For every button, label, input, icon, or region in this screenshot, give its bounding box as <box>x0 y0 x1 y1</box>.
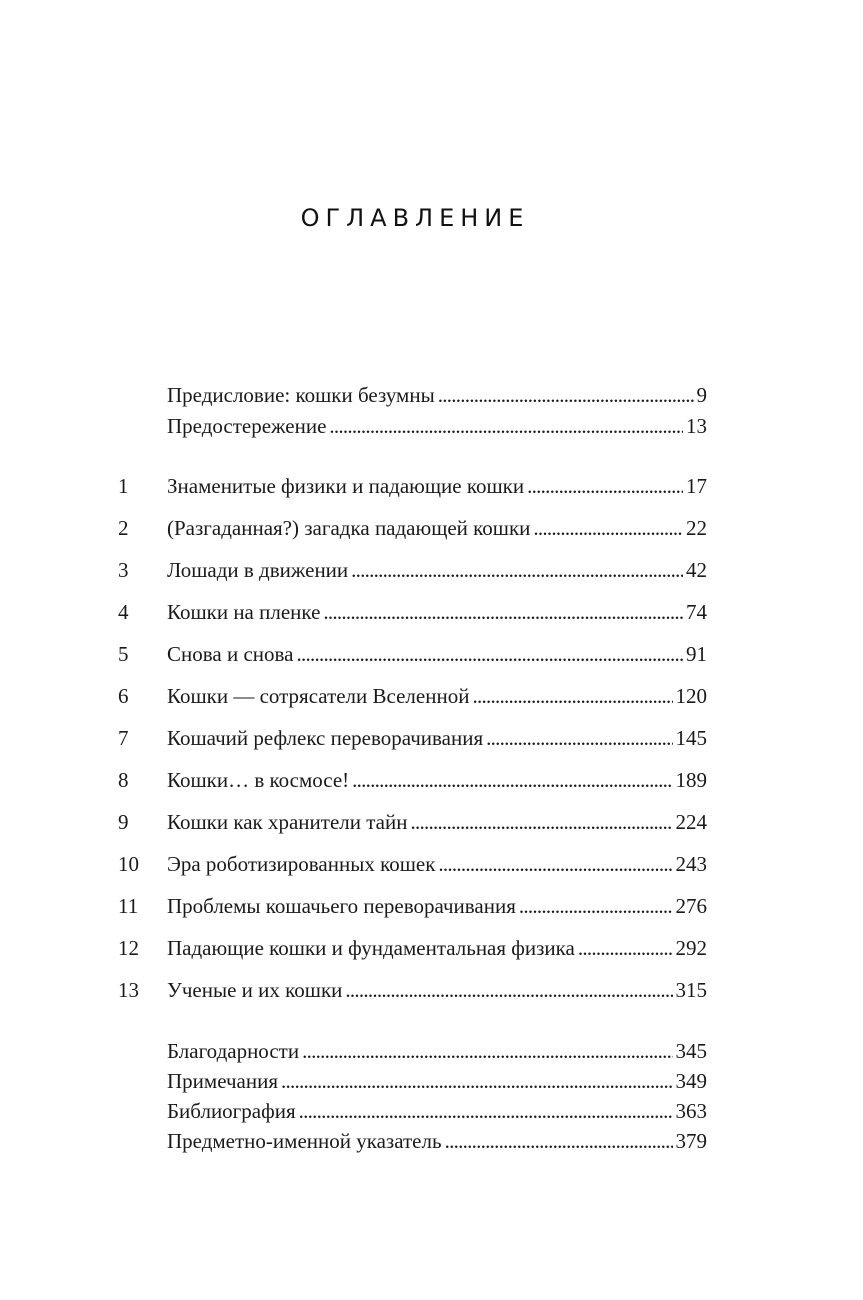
entry-label: Кошки — сотрясатели Вселенной <box>167 684 470 708</box>
chapter-number: 11 <box>118 894 139 918</box>
entry-label: Знаменитые физики и падающие кошки <box>167 474 525 498</box>
entry-page: 349 <box>675 1069 707 1093</box>
toc-chapter-9[interactable] <box>0 807 863 837</box>
toc-chapter-1[interactable] <box>0 471 863 501</box>
entry-label: Библиография <box>167 1099 296 1123</box>
dot-leader <box>345 975 672 1005</box>
dot-leader <box>472 681 672 711</box>
dot-leader <box>519 891 673 921</box>
entry-page: 22 <box>686 516 707 540</box>
toc-entry-back-2[interactable] <box>0 1066 863 1096</box>
entry-label: Проблемы кошачьего переворачивания <box>167 894 516 918</box>
entry-page: 42 <box>686 558 707 582</box>
entry-page: 13 <box>686 414 707 438</box>
entry-page: 345 <box>675 1039 707 1063</box>
chapter-number: 12 <box>118 936 139 960</box>
dot-leader <box>445 1126 673 1156</box>
toc-chapter-3[interactable] <box>0 555 863 585</box>
toc-chapter-13[interactable] <box>0 975 863 1005</box>
entry-label: Падающие кошки и фундаментальная физика <box>167 936 575 960</box>
toc-chapter-10[interactable] <box>0 849 863 879</box>
dot-leader <box>527 471 683 501</box>
entry-page: 74 <box>686 600 707 624</box>
toc-chapter-11[interactable] <box>0 891 863 921</box>
dot-leader <box>578 933 673 963</box>
page-title: ОГЛАВЛЕНИЕ <box>300 204 530 232</box>
chapter-number: 2 <box>118 516 129 540</box>
entry-label: Ученые и их кошки <box>167 978 343 1002</box>
chapter-number: 4 <box>118 600 129 624</box>
entry-label: Предисловие: кошки безумны <box>167 383 435 407</box>
entry-label: Кошачий рефлекс переворачивания <box>167 726 484 750</box>
entry-label: Предостережение <box>167 414 327 438</box>
chapter-number: 3 <box>118 558 129 582</box>
chapter-number: 13 <box>118 978 139 1002</box>
entry-label: Предметно-именной указатель <box>167 1129 442 1153</box>
entry-page: 9 <box>696 383 707 407</box>
entry-label: Кошки как хранители тайн <box>167 810 408 834</box>
entry-page: 276 <box>675 894 707 918</box>
chapter-number: 9 <box>118 810 129 834</box>
entry-label: (Разгаданная?) загадка падающей кошки <box>167 516 531 540</box>
chapter-number: 8 <box>118 768 129 792</box>
entry-label: Благодарности <box>167 1039 300 1063</box>
entry-label: Примечания <box>167 1069 279 1093</box>
chapter-number: 5 <box>118 642 129 666</box>
entry-page: 243 <box>675 852 707 876</box>
toc-chapter-4[interactable] <box>0 597 863 627</box>
toc-chapter-7[interactable] <box>0 723 863 753</box>
entry-label: Лошади в движении <box>167 558 349 582</box>
entry-page: 379 <box>675 1129 707 1153</box>
dot-leader <box>438 380 694 410</box>
toc-chapter-5[interactable] <box>0 639 863 669</box>
dot-leader <box>323 597 683 627</box>
dot-leader <box>438 849 672 879</box>
toc-entry-front-1[interactable] <box>0 380 863 410</box>
dot-leader <box>302 1036 672 1066</box>
entry-page: 145 <box>675 726 707 750</box>
entry-label: Кошки… в космосе! <box>167 768 350 792</box>
toc-entry-front-2[interactable] <box>0 411 863 441</box>
entry-label: Эра роботизированных кошек <box>167 852 436 876</box>
entry-page: 120 <box>675 684 707 708</box>
toc-chapter-2[interactable] <box>0 513 863 543</box>
entry-page: 189 <box>675 768 707 792</box>
dot-leader <box>352 765 672 795</box>
chapter-number: 1 <box>118 474 129 498</box>
entry-label: Снова и снова <box>167 642 294 666</box>
entry-page: 363 <box>675 1099 707 1123</box>
dot-leader <box>533 513 683 543</box>
dot-leader <box>486 723 672 753</box>
toc-chapter-12[interactable] <box>0 933 863 963</box>
dot-leader <box>410 807 672 837</box>
toc-entry-back-3[interactable] <box>0 1096 863 1126</box>
dot-leader <box>329 411 683 441</box>
dot-leader <box>296 639 683 669</box>
chapter-number: 7 <box>118 726 129 750</box>
dot-leader <box>299 1096 673 1126</box>
toc-entry-back-4[interactable] <box>0 1126 863 1156</box>
entry-label: Кошки на пленке <box>167 600 321 624</box>
toc-entry-back-1[interactable] <box>0 1036 863 1066</box>
entry-page: 315 <box>675 978 707 1002</box>
dot-leader <box>281 1066 672 1096</box>
entry-page: 17 <box>686 474 707 498</box>
entry-page: 91 <box>686 642 707 666</box>
chapter-number: 10 <box>118 852 139 876</box>
dot-leader <box>351 555 683 585</box>
entry-page: 292 <box>675 936 707 960</box>
chapter-number: 6 <box>118 684 129 708</box>
toc-chapter-6[interactable] <box>0 681 863 711</box>
toc-chapter-8[interactable] <box>0 765 863 795</box>
entry-page: 224 <box>675 810 707 834</box>
